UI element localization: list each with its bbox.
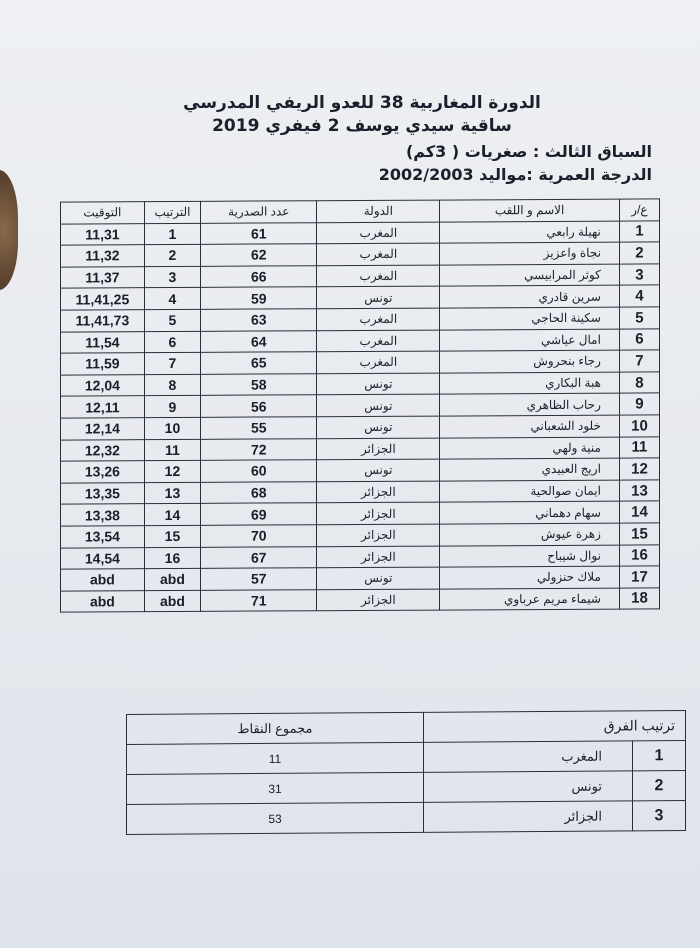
header-country: الدولة: [317, 200, 440, 222]
row-number: 12: [619, 458, 659, 480]
row-number: 5: [619, 307, 659, 329]
document-heading: [82, 92, 642, 138]
row-number: 14: [619, 501, 659, 523]
bib-number: 55: [201, 417, 317, 439]
rank-value: 3: [144, 266, 200, 288]
athlete-name: نهيلة رابعي: [440, 221, 620, 244]
table-row: [61, 544, 660, 569]
finish-time: 11,31: [61, 223, 145, 245]
table-row: [61, 328, 660, 353]
athlete-country: المغرب: [317, 308, 440, 330]
bib-number: 67: [201, 546, 317, 568]
team-name: المغرب: [424, 741, 633, 772]
athlete-country: الجزائر: [317, 589, 440, 611]
athlete-country: المغرب: [317, 351, 440, 373]
rank-value: 8: [144, 374, 200, 396]
bib-number: 61: [201, 222, 317, 244]
rank-value: 4: [144, 288, 200, 310]
athlete-name: هبة البكاري: [440, 372, 620, 395]
team-points: 11: [127, 742, 424, 774]
table-row: [61, 415, 660, 440]
finish-time: 11,32: [61, 245, 145, 267]
table-row: [61, 588, 660, 613]
row-number: 4: [619, 285, 659, 307]
header-bib: عدد الصدرية: [201, 201, 317, 223]
header-time: التوقيت: [61, 202, 145, 224]
rank-value: 15: [144, 525, 200, 547]
team-row: [127, 771, 686, 805]
athlete-name: سكينة الحاجي: [440, 307, 620, 330]
bib-number: 59: [201, 287, 317, 309]
athlete-name: ملاك حنزولي: [440, 566, 620, 589]
row-number: 17: [619, 566, 659, 588]
rank-value: abd: [144, 590, 200, 612]
team-ranking-header-row: [127, 711, 686, 745]
race-age-group: الدرجة العمرية :مواليد 2002/2003: [378, 165, 652, 184]
rank-value: 13: [144, 482, 200, 504]
bib-number: 65: [201, 352, 317, 374]
finish-time: 11,37: [61, 266, 145, 288]
athlete-country: تونس: [317, 394, 440, 416]
finish-time: 11,41,25: [61, 288, 145, 310]
finish-time: 14,54: [61, 547, 145, 569]
row-number: 11: [619, 436, 659, 458]
athlete-country: تونس: [317, 373, 440, 395]
finish-time: 12,14: [61, 418, 145, 440]
athlete-name: زهرة عيوش: [440, 523, 620, 546]
finish-time: 13,35: [61, 482, 145, 504]
row-number: 18: [619, 588, 659, 610]
table-row: [61, 393, 660, 418]
bib-number: 56: [201, 395, 317, 417]
team-ranking-title: ترتيب الفرق: [424, 711, 686, 743]
bib-number: 66: [201, 266, 317, 288]
rank-value: 5: [144, 309, 200, 331]
table-row: [61, 501, 660, 526]
table-row: [61, 458, 660, 483]
athlete-country: الجزائر: [317, 502, 440, 524]
row-number: 9: [619, 393, 659, 415]
table-row: [61, 221, 660, 246]
finish-time: 13,26: [61, 461, 145, 483]
row-number: 10: [619, 415, 659, 437]
athlete-name: كوثر المرابيسي: [440, 264, 620, 287]
athlete-name: سهام دهماني: [440, 501, 620, 524]
team-points: 53: [127, 802, 424, 834]
athlete-name: امال عياشي: [440, 329, 620, 352]
header-name: الاسم و اللقب: [440, 199, 620, 222]
athlete-name: خلود الشعباني: [440, 415, 620, 438]
rank-value: 2: [144, 245, 200, 267]
row-number: 8: [619, 372, 659, 394]
bib-number: 69: [201, 503, 317, 525]
finish-time: 12,04: [61, 374, 145, 396]
table-row: [61, 566, 660, 591]
table-row: [61, 350, 660, 375]
rank-value: 6: [144, 331, 200, 353]
rank-value: 9: [144, 396, 200, 418]
race-name: السباق الثالث : صغريات ( 3كم): [405, 142, 652, 161]
team-ranking-body: [127, 741, 686, 835]
team-rank: 1: [633, 741, 686, 771]
bib-number: 72: [201, 438, 317, 460]
bib-number: 71: [201, 589, 317, 611]
row-number: 15: [619, 523, 659, 545]
row-number: 13: [619, 480, 659, 502]
athlete-country: الجزائر: [317, 438, 440, 460]
race-info: [92, 140, 652, 186]
finish-time: abd: [61, 569, 145, 591]
rank-value: 12: [144, 460, 200, 482]
athlete-country: الجزائر: [317, 524, 440, 546]
results-body: [61, 221, 660, 613]
team-rank: 3: [633, 801, 686, 831]
row-number: 16: [619, 544, 659, 566]
table-row: [61, 307, 660, 332]
finish-time: 12,11: [61, 396, 145, 418]
athlete-name: منية ولهي: [440, 437, 620, 460]
table-row: [61, 264, 660, 289]
bib-number: 63: [201, 309, 317, 331]
rank-value: 7: [144, 352, 200, 374]
athlete-country: تونس: [317, 286, 440, 308]
bib-number: 57: [201, 568, 317, 590]
athlete-country: المغرب: [317, 330, 440, 352]
athlete-name: شيماء مريم عرباوي: [440, 588, 620, 611]
table-row: [61, 285, 660, 310]
rank-value: 11: [144, 439, 200, 461]
finish-time: 13,38: [61, 504, 145, 526]
table-row: [61, 436, 660, 461]
athlete-country: الجزائر: [317, 481, 440, 503]
team-ranking-table: [126, 710, 686, 835]
athlete-country: الجزائر: [317, 546, 440, 568]
bib-number: 70: [201, 525, 317, 547]
athlete-name: ايمان صوالحية: [440, 480, 620, 503]
table-row: [61, 242, 660, 267]
results-table: [60, 198, 660, 612]
row-number: 6: [619, 328, 659, 350]
bib-number: 64: [201, 330, 317, 352]
athlete-country: المغرب: [317, 265, 440, 287]
team-rank: 2: [633, 771, 686, 801]
athlete-name: رجاء بنحروش: [440, 350, 620, 373]
row-number: 3: [619, 264, 659, 286]
athlete-country: المغرب: [317, 243, 440, 265]
heading-event-title: الدورة المغاربية 38 للعدو الريفي المدرسي: [183, 93, 541, 113]
team-row: [127, 741, 686, 775]
bib-number: 58: [201, 373, 317, 395]
finish-time: 11,59: [61, 353, 145, 375]
bib-number: 60: [201, 460, 317, 482]
athlete-name: نجاة واعزيز: [440, 242, 620, 265]
bib-number: 62: [201, 244, 317, 266]
team-points: 31: [127, 772, 424, 804]
table-row: [61, 523, 660, 548]
finish-time: 11,41,73: [61, 310, 145, 332]
athlete-name: اريج العبيدي: [440, 458, 620, 481]
athlete-country: تونس: [317, 459, 440, 481]
athlete-name: رحاب الظاهري: [440, 393, 620, 416]
team-row: [127, 801, 686, 835]
finish-time: 12,32: [61, 439, 145, 461]
finger-edge: [0, 170, 18, 290]
header-rank: الترتيب: [144, 201, 200, 223]
table-row: [61, 480, 660, 505]
team-name: تونس: [424, 771, 633, 802]
athlete-country: المغرب: [317, 222, 440, 244]
rank-value: 10: [144, 417, 200, 439]
team-points-header: مجموع النقاط: [127, 712, 424, 744]
finish-time: abd: [61, 590, 145, 612]
athlete-name: نوال شيباح: [440, 545, 620, 568]
results-header-row: [61, 199, 660, 224]
rank-value: 1: [144, 223, 200, 245]
finish-time: 11,54: [61, 331, 145, 353]
row-number: 7: [619, 350, 659, 372]
bib-number: 68: [201, 481, 317, 503]
athlete-country: تونس: [317, 567, 440, 589]
finish-time: 13,54: [61, 526, 145, 548]
team-name: الجزائر: [424, 801, 633, 832]
rank-value: abd: [144, 568, 200, 590]
heading-location-date: ساقية سيدي يوسف 2 فيفري 2019: [212, 116, 512, 136]
row-number: 1: [619, 221, 659, 243]
athlete-name: سرين قادري: [440, 286, 620, 309]
athlete-country: تونس: [317, 416, 440, 438]
rank-value: 14: [144, 504, 200, 526]
rank-value: 16: [144, 547, 200, 569]
header-num: ع/ر: [619, 199, 659, 221]
table-row: [61, 372, 660, 397]
row-number: 2: [619, 242, 659, 264]
